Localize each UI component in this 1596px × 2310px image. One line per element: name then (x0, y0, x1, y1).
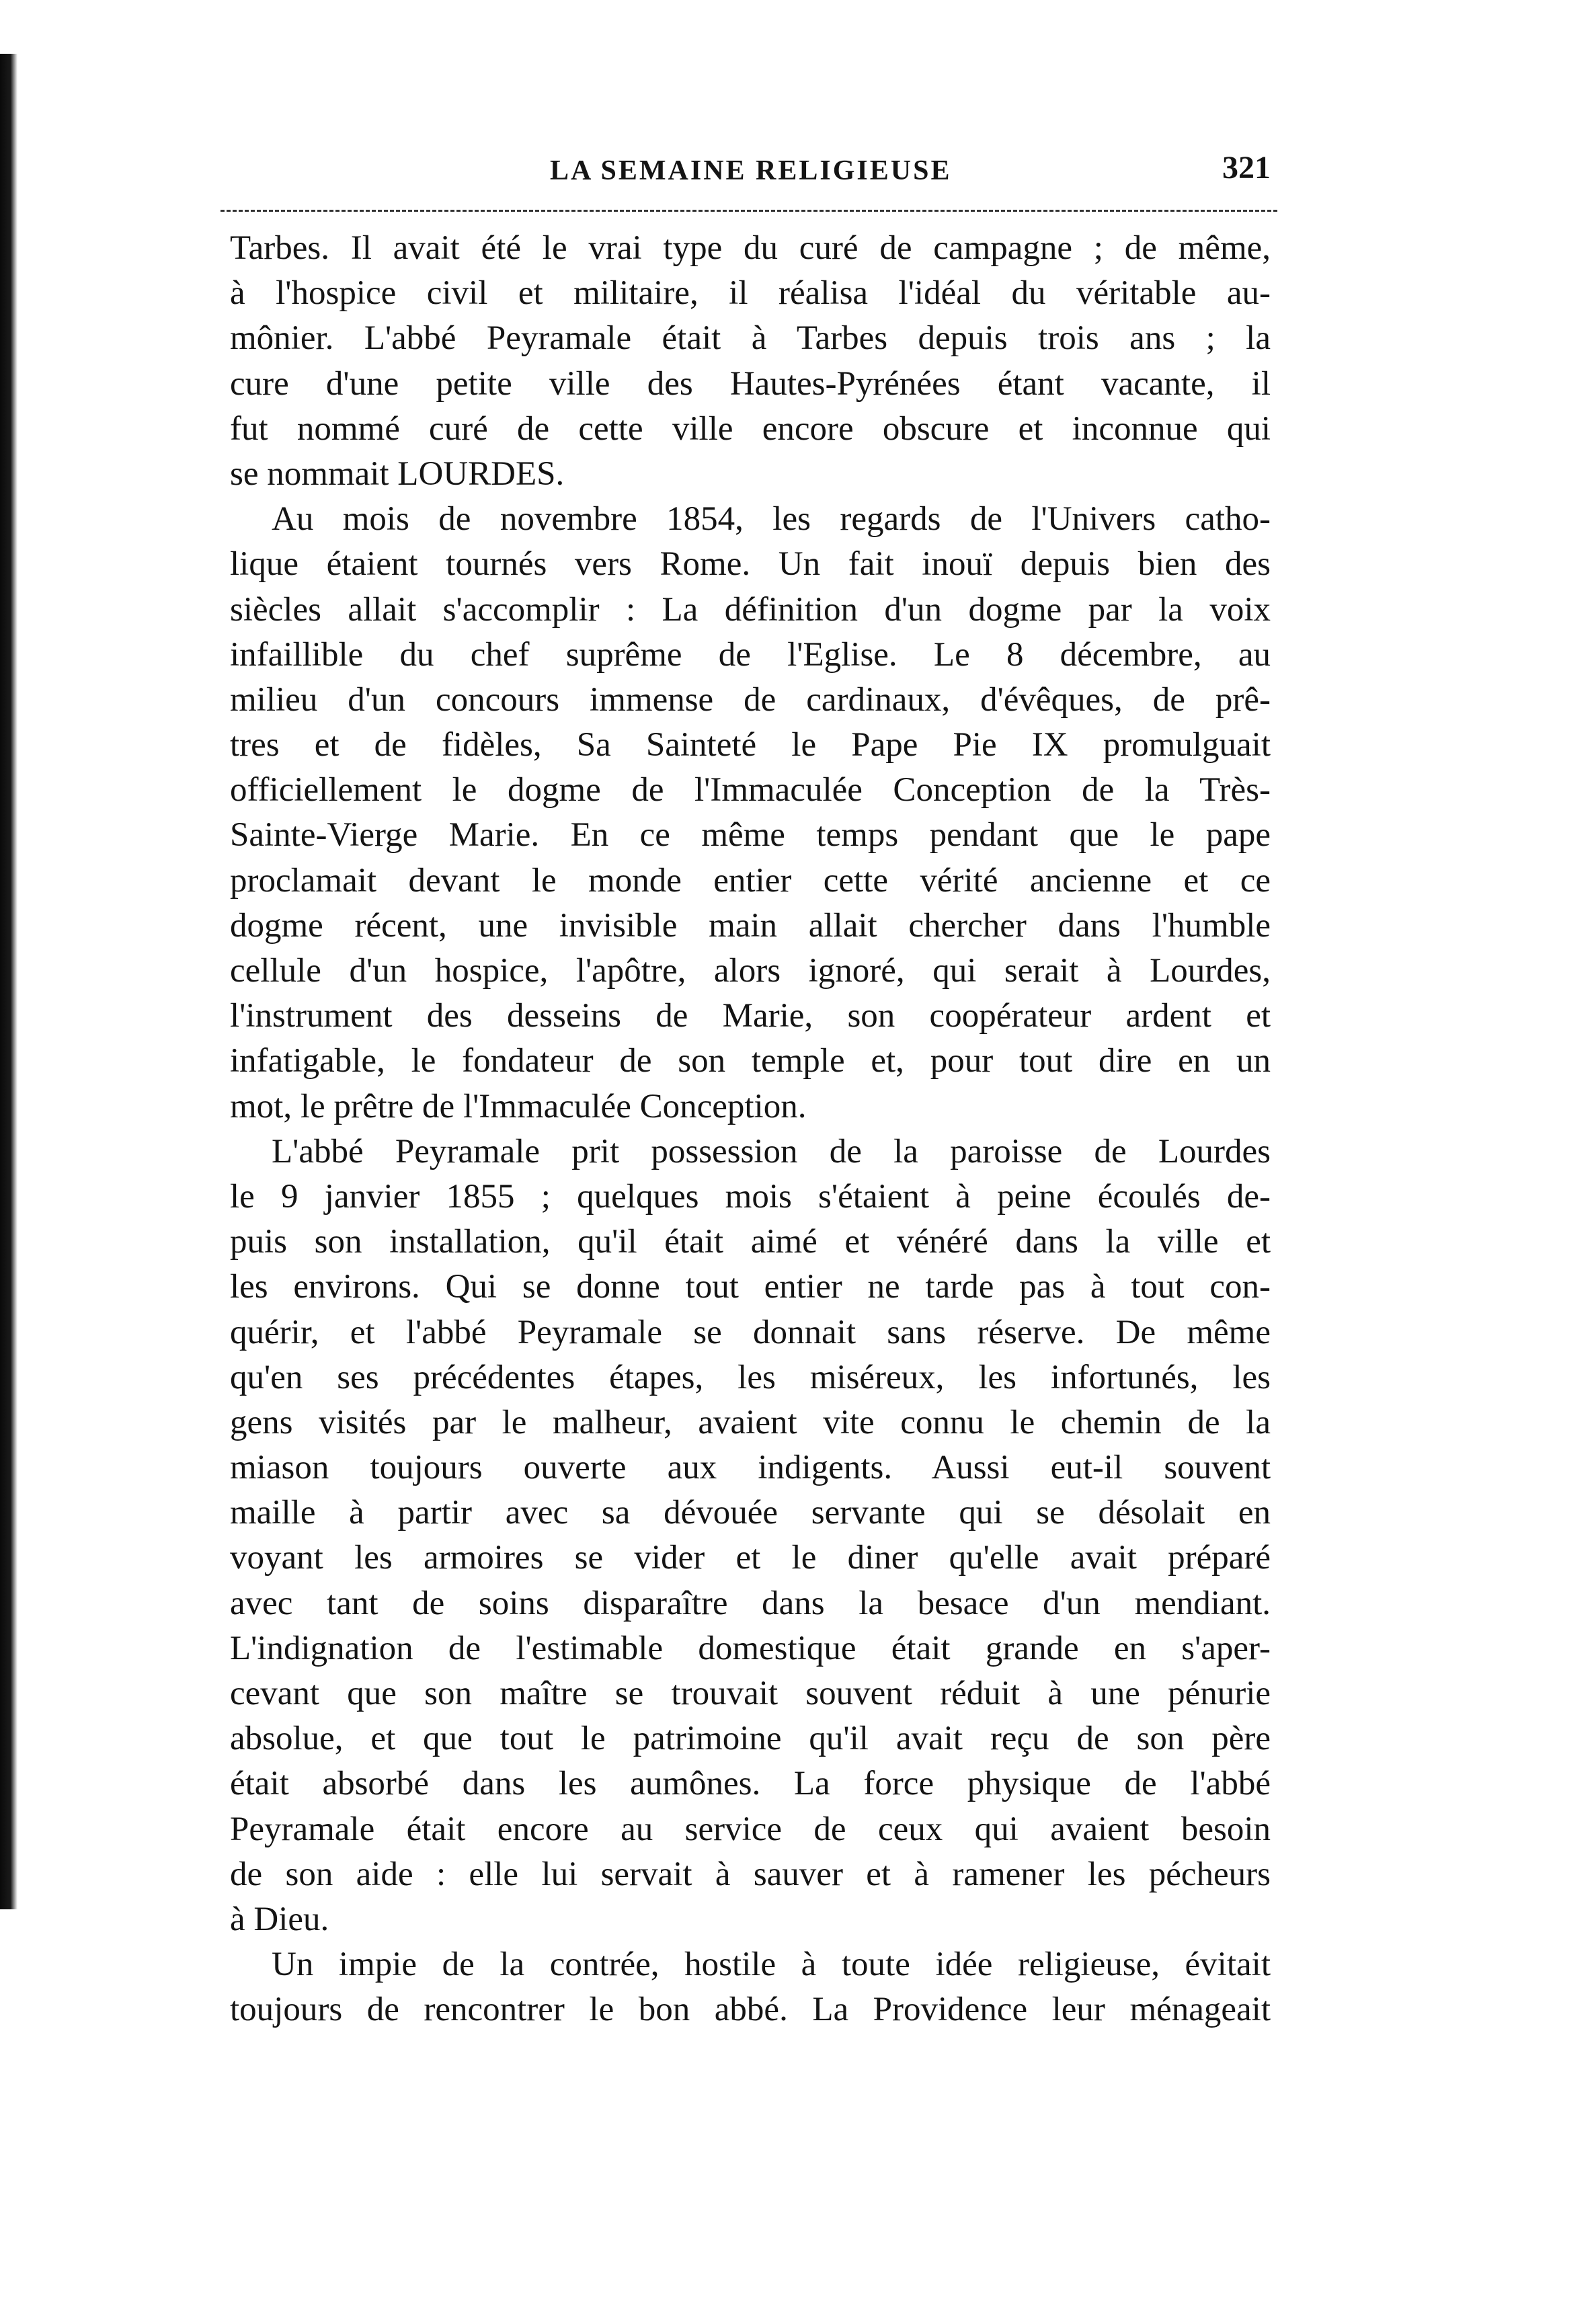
text-line: puis son installation, qu'il était aimé et vénéré dans la ville et (230, 1223, 1271, 1261)
text-line: le 9 janvier 1855 ; quelques mois s'étaient à peine écoulés de- (230, 1177, 1271, 1216)
text-line: dogme récent, une invisible main allait chercher dans l'humble (230, 906, 1271, 945)
text-line: L'abbé Peyramale prit possession de la paroisse de Lourdes (272, 1132, 1271, 1170)
text-line: Tarbes. Il avait été le vrai type du curé de campagne ; de même, (230, 229, 1271, 267)
running-title: LA SEMAINE RELIGIEUSE (550, 155, 952, 186)
text-line: cure d'une petite ville des Hautes-Pyrénées étant vacante, il (230, 364, 1271, 403)
text-line: mot, le prêtre de l'Immaculée Conception. (230, 1087, 807, 1125)
text-line: mônier. L'abbé Peyramale était à Tarbes depuis trois ans ; la (230, 319, 1271, 358)
text-line: maille à partir avec sa dévouée servante qui se désolait en (230, 1494, 1271, 1532)
text-line: fut nommé curé de cette ville encore obscure et inconnue qui (230, 409, 1271, 448)
text-line: milieu d'un concours immense de cardinaux, d'évêques, de prê- (230, 680, 1271, 719)
text-line: cevant que son maître se trouvait souvent réduit à une pénurie (230, 1675, 1271, 1712)
text-line: gens visités par le malheur, avaient vite connu le chemin de la (230, 1403, 1271, 1441)
text-line: se nommait LOURDES. (230, 454, 565, 493)
text-line: absolue, et que tout le patrimoine qu'il avait reçu de son père (230, 1720, 1271, 1758)
text-line: Peyramale était encore au service de ceux qui avaient besoin (230, 1810, 1271, 1848)
text-line: était absorbé dans les aumônes. La force physique de l'abbé (230, 1765, 1271, 1803)
text-line: les environs. Qui se donne tout entier ne tarde pas à tout con- (230, 1268, 1271, 1306)
text-line: Sainte-Vierge Marie. En ce même temps pendant que le pape (230, 816, 1271, 854)
text-line: Un impie de la contrée, hostile à toute idée religieuse, évitait (272, 1946, 1271, 1984)
text-line: siècles allait s'accomplir : La définition d'un dogme par la voix (230, 590, 1271, 629)
text-line: lique étaient tournés vers Rome. Un fait inouï depuis bien des (230, 545, 1271, 584)
text-line: toujours de rencontrer le bon abbé. La Providence leur ménageait (230, 1991, 1271, 2029)
text-line: à l'hospice civil et militaire, il réalisa l'idéal du véritable au- (230, 274, 1271, 313)
text-line: cellule d'un hospice, l'apôtre, alors ignoré, qui serait à Lourdes, (230, 952, 1271, 990)
text-line: tres et de fidèles, Sa Sainteté le Pape Pie IX promulguait (230, 726, 1271, 764)
text-line: infatigable, le fondateur de son temple et, pour tout dire en un (230, 1042, 1271, 1080)
body-text (230, 226, 1271, 2033)
text-line: qu'en ses précédentes étapes, les miséreux, les infortunés, les (230, 1358, 1271, 1396)
text-line: à Dieu. (230, 1900, 329, 1938)
text-line: l'instrument des desseins de Marie, son coopérateur ardent et (230, 997, 1271, 1035)
page-number: 321 (1222, 150, 1271, 186)
text-line: miason toujours ouverte aux indigents. Aussi eut-il souvent (230, 1449, 1271, 1487)
page-binding-edge (0, 54, 17, 1909)
page-header (221, 149, 1283, 196)
text-line: officiellement le dogme de l'Immaculée Conception de la Très- (230, 771, 1271, 809)
text-line: avec tant de soins disparaître dans la besace d'un mendiant. (230, 1584, 1271, 1622)
text-line: infaillible du chef suprême de l'Eglise. Le 8 décembre, au (230, 635, 1271, 674)
text-line: de son aide : elle lui servait à sauver et à ramener les pécheurs (230, 1855, 1271, 1893)
text-line: Au mois de novembre 1854, les regards de l'Univers catho- (272, 500, 1271, 539)
text-line: voyant les armoires se vider et le diner qu'elle avait préparé (230, 1539, 1271, 1577)
header-rule (221, 210, 1277, 212)
text-line: quérir, et l'abbé Peyramale se donnait sans réserve. De même (230, 1313, 1271, 1351)
text-line: proclamait devant le monde entier cette vérité ancienne et ce (230, 861, 1271, 900)
text-line: L'indignation de l'estimable domestique était grande en s'aper- (230, 1629, 1271, 1667)
